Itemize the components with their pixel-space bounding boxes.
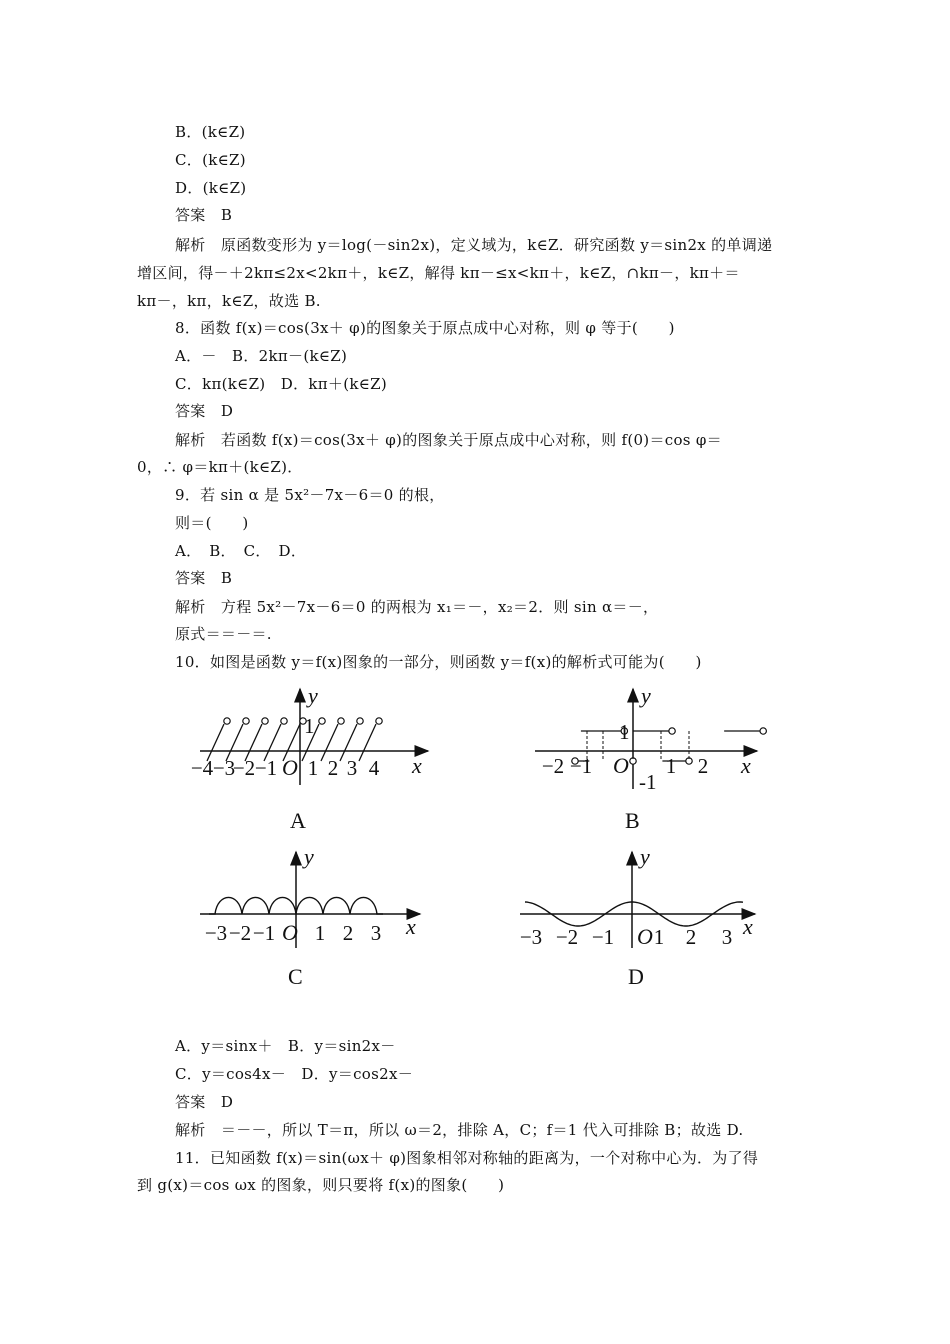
text-line: 答案 B: [175, 206, 233, 224]
figure-a: [180, 685, 440, 799]
text-line: 解析 方程 5x²－7x－6＝0 的两根为 x₁＝－，x₂＝2．则 sin α＝－，: [175, 598, 659, 616]
y-tick-1: 1: [619, 720, 630, 744]
x-tick-label: −2: [232, 756, 256, 780]
figure-c-graph: [180, 844, 440, 948]
y-axis-label: y: [308, 683, 318, 708]
x-tick-label: −1: [252, 921, 276, 945]
text-line: kπ－，kπ，k∈Z，故选 B.: [137, 292, 321, 310]
y-axis-label: y: [640, 844, 650, 869]
text-line: 答案 D: [175, 1093, 234, 1111]
x-tick-label: 4: [368, 756, 380, 780]
text-line: A．－ B．2kπ－(k∈Z): [175, 347, 348, 365]
open-endpoint: [243, 718, 249, 724]
text-line: 解析 若函数 f(x)＝cos(3x＋ φ)的图象关于原点成中心对称，则 f(0)＝cos φ＝: [175, 431, 722, 449]
x-tick-labels: [205, 920, 381, 945]
open-endpoint: [224, 718, 230, 724]
text-line: C．y＝cos4x－ D．y＝cos2x－: [175, 1065, 414, 1083]
x-tick-label: 2: [685, 925, 697, 949]
text-line: C．(k∈Z): [175, 151, 246, 169]
figure-b-caption: B: [625, 808, 640, 833]
x-tick-label: O: [613, 753, 629, 778]
x-tick-labels: [542, 753, 708, 778]
figure-a-caption: A: [290, 808, 306, 833]
text-line: B．(k∈Z): [175, 123, 246, 141]
x-tick-label: 1: [307, 756, 319, 780]
open-endpoint: [262, 718, 268, 724]
text-line: D．(k∈Z): [175, 179, 247, 197]
x-tick-label: 2: [697, 754, 709, 778]
x-tick-label: O: [282, 755, 298, 780]
x-tick-labels: [191, 755, 380, 780]
x-tick-label: −3: [519, 925, 543, 949]
y-axis-label: y: [304, 844, 314, 869]
figure-c: [180, 844, 440, 952]
x-tick-label: 2: [342, 921, 354, 945]
x-tick-label: 3: [346, 756, 358, 780]
text-line: 10．如图是函数 y＝f(x)图象的一部分，则函数 y＝f(x)的解析式可能为( ): [175, 653, 702, 671]
text-line: 则＝( ): [175, 514, 249, 532]
x-tick-label: 2: [327, 756, 339, 780]
x-tick-label: −1: [591, 925, 615, 949]
x-tick-label: 3: [370, 921, 382, 945]
y-tick-1: 1: [304, 714, 315, 738]
text-line: 解析 原函数变形为 y＝log(－sin2x)，定义域为，k∈Z．研究函数 y＝sin2x 的单调递: [175, 236, 773, 254]
open-endpoint: [376, 718, 382, 724]
x-tick-label: O: [282, 920, 298, 945]
x-tick-label: −2: [541, 754, 565, 778]
x-tick-label: −2: [228, 921, 252, 945]
text-line: 原式＝＝－＝.: [175, 625, 272, 643]
text-line: 8．函数 f(x)＝cos(3x＋ φ)的图象关于原点成中心对称，则 φ 等于( ): [175, 319, 675, 337]
text-line: 到 g(x)＝cos ωx 的图象，则只要将 f(x)的图象( ): [137, 1176, 505, 1194]
x-tick-label: 3: [721, 925, 733, 949]
open-endpoint: [357, 718, 363, 724]
x-tick-label: 1: [665, 754, 677, 778]
figure-c-caption: C: [288, 964, 303, 989]
x-tick-label: −1: [254, 756, 278, 780]
text-line: 0，∴ φ＝kπ＋(k∈Z)．: [137, 458, 303, 476]
x-axis-label: x: [741, 753, 751, 778]
text-line: A． B． C． D．: [175, 542, 307, 560]
figure-b-graph: [535, 685, 775, 795]
open-endpoint: [281, 718, 287, 724]
text-line: 解析 ＝－－，所以 T＝π，所以 ω＝2，排除 A，C；f＝1 代入可排除 B；故选 D.: [175, 1121, 744, 1139]
x-axis-label: x: [412, 753, 422, 778]
x-axis-label: x: [743, 914, 753, 939]
figure-d-caption: D: [628, 964, 644, 989]
open-endpoint: [760, 728, 766, 734]
figure-b: [535, 685, 775, 799]
open-endpoint: [669, 728, 675, 734]
text-line: 9．若 sin α 是 5x²－7x－6＝0 的根，: [175, 486, 445, 504]
x-tick-label: −2: [555, 925, 579, 949]
text-line: 答案 B: [175, 569, 233, 587]
x-tick-labels: [520, 924, 732, 949]
open-endpoint: [319, 718, 325, 724]
open-endpoint: [338, 718, 344, 724]
figure-d: [515, 844, 765, 952]
x-tick-label: 1: [653, 925, 665, 949]
figure-a-graph: [180, 685, 440, 795]
x-tick-label: −3: [204, 921, 228, 945]
x-tick-label: O: [637, 924, 653, 949]
x-tick-label: −4: [190, 756, 214, 780]
text-line: 增区间，得－＋2kπ≤2x<2kπ＋，k∈Z，解得 kπ－≤x<kπ＋，k∈Z，∩kπ－，kπ＋＝: [137, 264, 740, 282]
text-line: C．kπ(k∈Z) D．kπ＋(k∈Z): [175, 375, 388, 393]
text-line: 11．已知函数 f(x)＝sin(ωx＋ φ)图象相邻对称轴的距离为，一个对称中心为．为了得: [175, 1149, 759, 1167]
x-tick-label: −3: [212, 756, 236, 780]
figure-d-graph: [515, 844, 765, 949]
x-axis-label: x: [406, 914, 416, 939]
x-tick-label: 1: [314, 921, 326, 945]
text-line: 答案 D: [175, 402, 234, 420]
y-tick-neg1: -1: [639, 770, 657, 794]
text-line: A．y＝sinx＋ B．y＝sin2x－: [175, 1037, 396, 1055]
y-axis-label: y: [641, 683, 651, 708]
x-tick-label: −1: [569, 754, 593, 778]
